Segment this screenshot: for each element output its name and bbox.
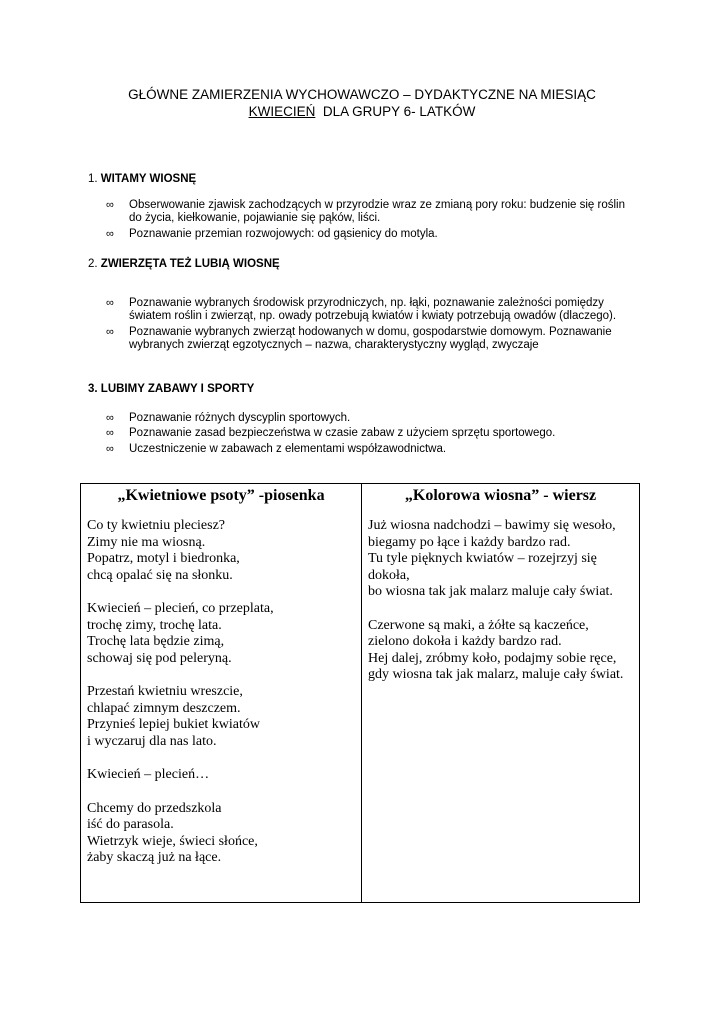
bullet-icon: ∞ — [106, 442, 114, 455]
section-number: 1. — [88, 173, 98, 185]
stanza: Chcemy do przedszkola iść do parasola. Wietrzyk wieje, świeci słońce, żaby skaczą już na łące. — [87, 800, 258, 865]
bullet-icon: ∞ — [106, 427, 114, 440]
title-line-2 — [0, 103, 724, 120]
bullet-icon: ∞ — [106, 199, 114, 211]
list-item: ∞ Uczestniczenie w zabawach z elementami współzawodnictwa. — [106, 442, 447, 455]
list-item: ∞ Poznawanie różnych dyscyplin sportowych. — [106, 412, 351, 424]
section-number: 3. — [88, 383, 98, 395]
title-month: KWIECIEŃ — [248, 104, 316, 119]
section-1-heading — [88, 172, 196, 186]
section-title: LUBIMY ZABAWY I SPORTY — [100, 383, 255, 395]
poem-song — [81, 484, 362, 902]
title-line-1: GŁÓWNE ZAMIERZENIA WYCHOWAWCZO – DYDAKTYCZNE NA MIESIĄC — [128, 87, 596, 102]
poem-title: „Kwietniowe psoty” -piosenka — [117, 487, 325, 504]
section-title: WITAMY WIOSNĘ — [100, 173, 197, 185]
section-title: ZWIERZĘTA TEŻ LUBIĄ WIOSNĘ — [100, 258, 280, 270]
section-2-list — [106, 297, 636, 355]
poem-title: „Kolorowa wiosna” - wiersz — [404, 487, 597, 504]
stanza: Już wiosna nadchodzi – bawimy się wesoło, biegamy po łące i każdy bardzo rad. Tu tyle pięknych kwiatów – rozejrzyj się dokoła, bo wiosna tak jak malarz maluje cały świat. — [368, 518, 616, 599]
bullet-icon: ∞ — [106, 412, 114, 424]
section-3-list — [106, 412, 636, 458]
list-item: ∞ Poznawanie wybranych środowisk przyrodniczych, np. łąki, poznawanie zależności pomiędzy światem roślin i zwierząt, np. owady potrzebują kwiatów i kwiaty potrzebują owadów (dlaczego). — [106, 297, 617, 323]
poem-verse — [362, 484, 639, 902]
section-2-heading — [88, 257, 280, 271]
document-title — [0, 86, 724, 120]
list-item: ∞ Poznawanie przemian rozwojowych: od gąsienicy do motyla. — [106, 227, 438, 240]
section-number: 2. — [88, 258, 98, 270]
poems-table — [80, 483, 640, 903]
stanza: Przestań kwietniu wreszcie, chlapać zimnym deszczem. Przynieś lepiej bukiet kwiatów i wyczaruj dla nas lato. — [87, 684, 261, 749]
bullet-icon: ∞ — [106, 297, 114, 309]
title-group: DLA GRUPY 6- LATKÓW — [322, 104, 476, 119]
stanza: Kwiecień – plecień… — [87, 767, 210, 782]
stanza: Co ty kwietniu pleciesz? Zimy nie ma wiosną. Popatrz, motyl i biedronka, chcą opalać się na słonku. — [87, 518, 240, 583]
bullet-icon: ∞ — [106, 227, 114, 240]
list-item: ∞ Poznawanie zasad bezpieczeństwa w czasie zabaw z użyciem sprzętu sportowego. — [106, 427, 556, 440]
stanza: Czerwone są maki, a żółte są kaczeńce, zielono dokoła i każdy bardzo rad. Hej dalej, zróbmy koło, podajmy sobie ręce, gdy wiosna tak jak malarz, maluje cały świat. — [368, 617, 624, 682]
list-item: ∞ Obserwowanie zjawisk zachodzących w przyrodzie wraz ze zmianą pory roku: budzenie się roślin do życia, kiełkowanie, pojawianie się pąków, liści. — [106, 199, 625, 225]
section-1-list — [106, 199, 636, 243]
section-3-heading — [88, 382, 254, 396]
stanza: Kwiecień – plecień, co przeplata, trochę zimy, trochę lata. Trochę lata będzie zimą, schowaj się pod peleryną. — [87, 601, 274, 666]
list-item: ∞ Poznawanie wybranych zwierząt hodowanych w domu, gospodarstwie domowym. Poznawanie wybranych zwierząt egzotycznych – nazwa, charakterystyczny wygląd, zwyczaje — [106, 325, 612, 352]
bullet-icon: ∞ — [106, 325, 114, 338]
